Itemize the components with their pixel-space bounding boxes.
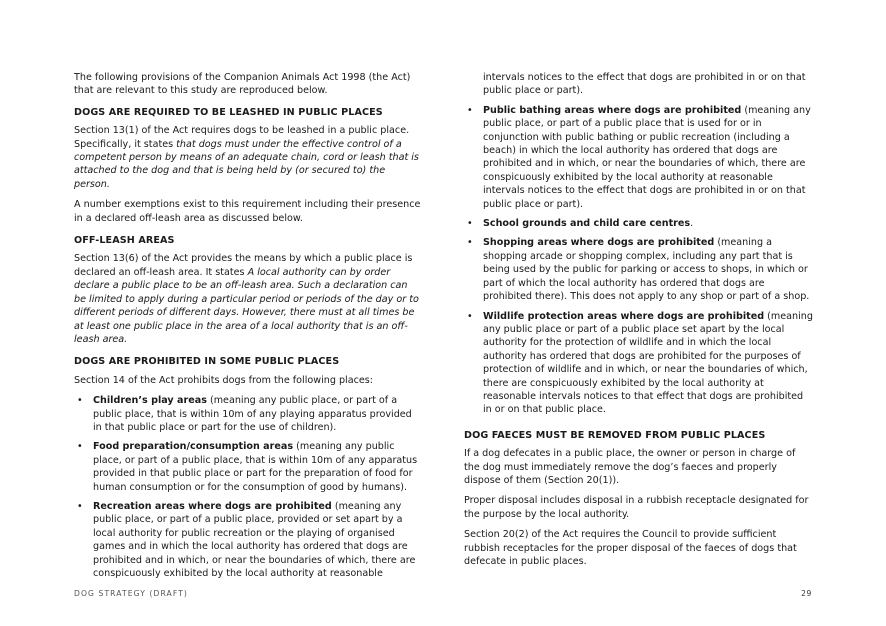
footer-page-number: 29 <box>801 589 812 598</box>
disposal-paragraph: Proper disposal includes disposal in a rubbish receptacle designated for the purpose by the local authority. <box>464 495 809 520</box>
bullet-icon: • <box>467 310 473 322</box>
left-column <box>74 71 422 586</box>
heading-faeces: DOG FAECES MUST BE REMOVED FROM PUBLIC PLACES <box>464 429 766 441</box>
list-item: • Food preparation/consumption areas (meaning any public place, or part of a public place, that is within 10m of any apparatus provided in that public place or part for the preparation of food for human consumption or for the consumption of good by humans). <box>77 441 418 493</box>
heading-leashed: DOGS ARE REQUIRED TO BE LEASHED IN PUBLIC PLACES <box>74 106 383 118</box>
bullet-icon: • <box>467 218 473 230</box>
bullet-icon: • <box>467 237 473 249</box>
list-item: • School grounds and child care centres. <box>467 218 694 230</box>
list-item: • Public bathing areas where dogs are prohibited (meaning any public place, or part of a public place that is used for or in conjunction with public bathing or public recreation (including a beach) in which the local authority has ordered that dogs are prohibited and in which, or near the boundaries of which, there are conspicuously exhibited by the local authority at reasonable intervals notices to the effect that dogs are prohibited in or on that public place or part). <box>467 104 811 210</box>
section-20-2-paragraph: Section 20(2) of the Act requires the Council to provide sufficient rubbish receptacles for the proper disposal of the faeces of dogs that defecate in public places. <box>464 529 797 567</box>
bullet-icon: • <box>77 500 83 512</box>
bullet-icon: • <box>77 395 83 407</box>
section-13-6-paragraph <box>74 252 422 346</box>
list-item: • Children’s play areas (meaning any public place, or part of a public place, that is within 10m of any playing apparatus provided in that public place or part for the use of children). <box>77 395 412 433</box>
exemptions-paragraph: A number exemptions exist to this requirement including their presence in a declared off-leash area as discussed below. <box>74 199 421 224</box>
heading-prohibited: DOGS ARE PROHIBITED IN SOME PUBLIC PLACES <box>74 356 340 368</box>
footer-document-title: DOG STRATEGY (DRAFT) <box>74 589 188 598</box>
section-13-6-text: Section 13(6) of the Act provides the means by which a public place is declared an off-leash area. It states <box>74 253 413 278</box>
section-20-1-paragraph: If a dog defecates in a public place, the owner or person in charge of the dog must immediately remove the dog’s faeces and properly dispose of them (Section 20(1)). <box>464 448 796 486</box>
section-14-paragraph: Section 14 of the Act prohibits dogs from the following places: <box>74 374 374 386</box>
prohibited-places-list <box>74 394 422 580</box>
list-item: • Shopping areas where dogs are prohibited (meaning a shopping arcade or shopping complex, including any part that is being used by the public for parking or access to shops, in which or part of which the local authority has ordered that dogs are prohibited there). This does not apply to any shop or part of a shop. <box>467 237 810 303</box>
list-item: • Recreation areas where dogs are prohibited (meaning any public place, or part of a public place, provided or set apart by a local authority for public recreation or the playing of organised games and in which the local authority has ordered that dogs are prohibited and in which, or near the boundaries of which, there are conspicuously exhibited by the local authority at reasonable <box>77 500 416 579</box>
heading-off-leash: OFF-LEASH AREAS <box>74 235 175 247</box>
section-13-1-text: Section 13(1) of the Act requires dogs to be leashed in a public place. Specifically, it states <box>74 125 410 150</box>
section-13-6-quote: A local authority can by order declare a public place to be an off-leash area. Such a declaration can be limited to apply during a particular period or periods of the day or to different periods of different days. However, there must at all times be at least one public place in the area of a local authority that is an off-leash area. <box>74 266 419 345</box>
bullet-icon: • <box>467 104 473 116</box>
section-13-1-paragraph <box>74 124 422 191</box>
prohibited-places-list-continued <box>464 104 813 417</box>
section-13-1-quote: that dogs must under the effective control of a competent person by means of an adequate chain, cord or leash that is attached to the dog and that is being held by (or secured to) the person. <box>74 138 419 190</box>
list-item: • Wildlife protection areas where dogs are prohibited (meaning any public place or part of a public place set apart by the local authority for the protection of wildlife and in which the local authority has ordered that dogs are prohibited for the purposes of protection of wildlife and in which, or near the boundaries of which, there are conspicuously exhibited by the local authority at reasonable intervals notices to that effect that dogs are prohibited in or on that public place. <box>467 310 813 416</box>
bullet-icon: • <box>77 441 83 453</box>
right-column <box>464 71 813 575</box>
list-continuation: intervals notices to the effect that dogs are prohibited in or on that public place or part). <box>483 72 806 97</box>
intro-paragraph: The following provisions of the Companion Animals Act 1998 (the Act) that are relevant to this study are reproduced below. <box>74 72 411 97</box>
